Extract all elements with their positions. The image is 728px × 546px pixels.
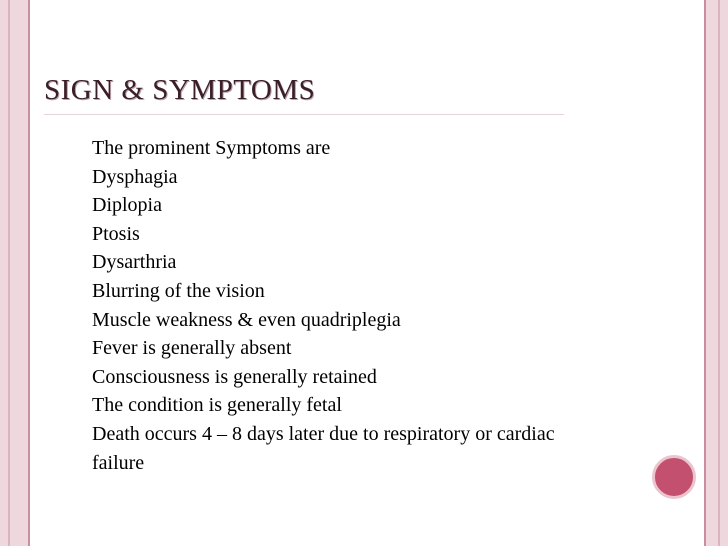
list-item: Blurring of the vision — [92, 279, 265, 302]
right-decorative-band — [706, 0, 728, 546]
symptom-list — [92, 134, 682, 477]
left-band-edge-line — [28, 0, 30, 546]
right-band-inner-line — [718, 0, 720, 546]
list-item: Diplopia — [92, 194, 162, 217]
list-item: The prominent Symptoms are — [92, 137, 331, 159]
list-item: Ptosis — [92, 222, 140, 245]
slide-title: SIGN & SYMPTOMS — [44, 74, 316, 106]
list-item: Death occurs 4 – 8 days later due to respiratory or cardiac — [92, 422, 555, 445]
list-item: The condition is generally fetal — [92, 394, 342, 417]
decorative-circle-icon — [652, 455, 696, 499]
list-item: failure — [92, 451, 145, 474]
title-divider — [44, 114, 564, 115]
right-band-edge-line — [704, 0, 706, 546]
left-band-inner-line — [8, 0, 10, 546]
list-item: Dysarthria — [92, 251, 177, 274]
list-item: Consciousness is generally retained — [92, 365, 377, 388]
list-item: Fever is generally absent — [92, 337, 292, 360]
list-item: Dysphagia — [92, 165, 178, 188]
left-decorative-band — [0, 0, 28, 546]
list-item: Muscle weakness & even quadriplegia — [92, 308, 401, 331]
